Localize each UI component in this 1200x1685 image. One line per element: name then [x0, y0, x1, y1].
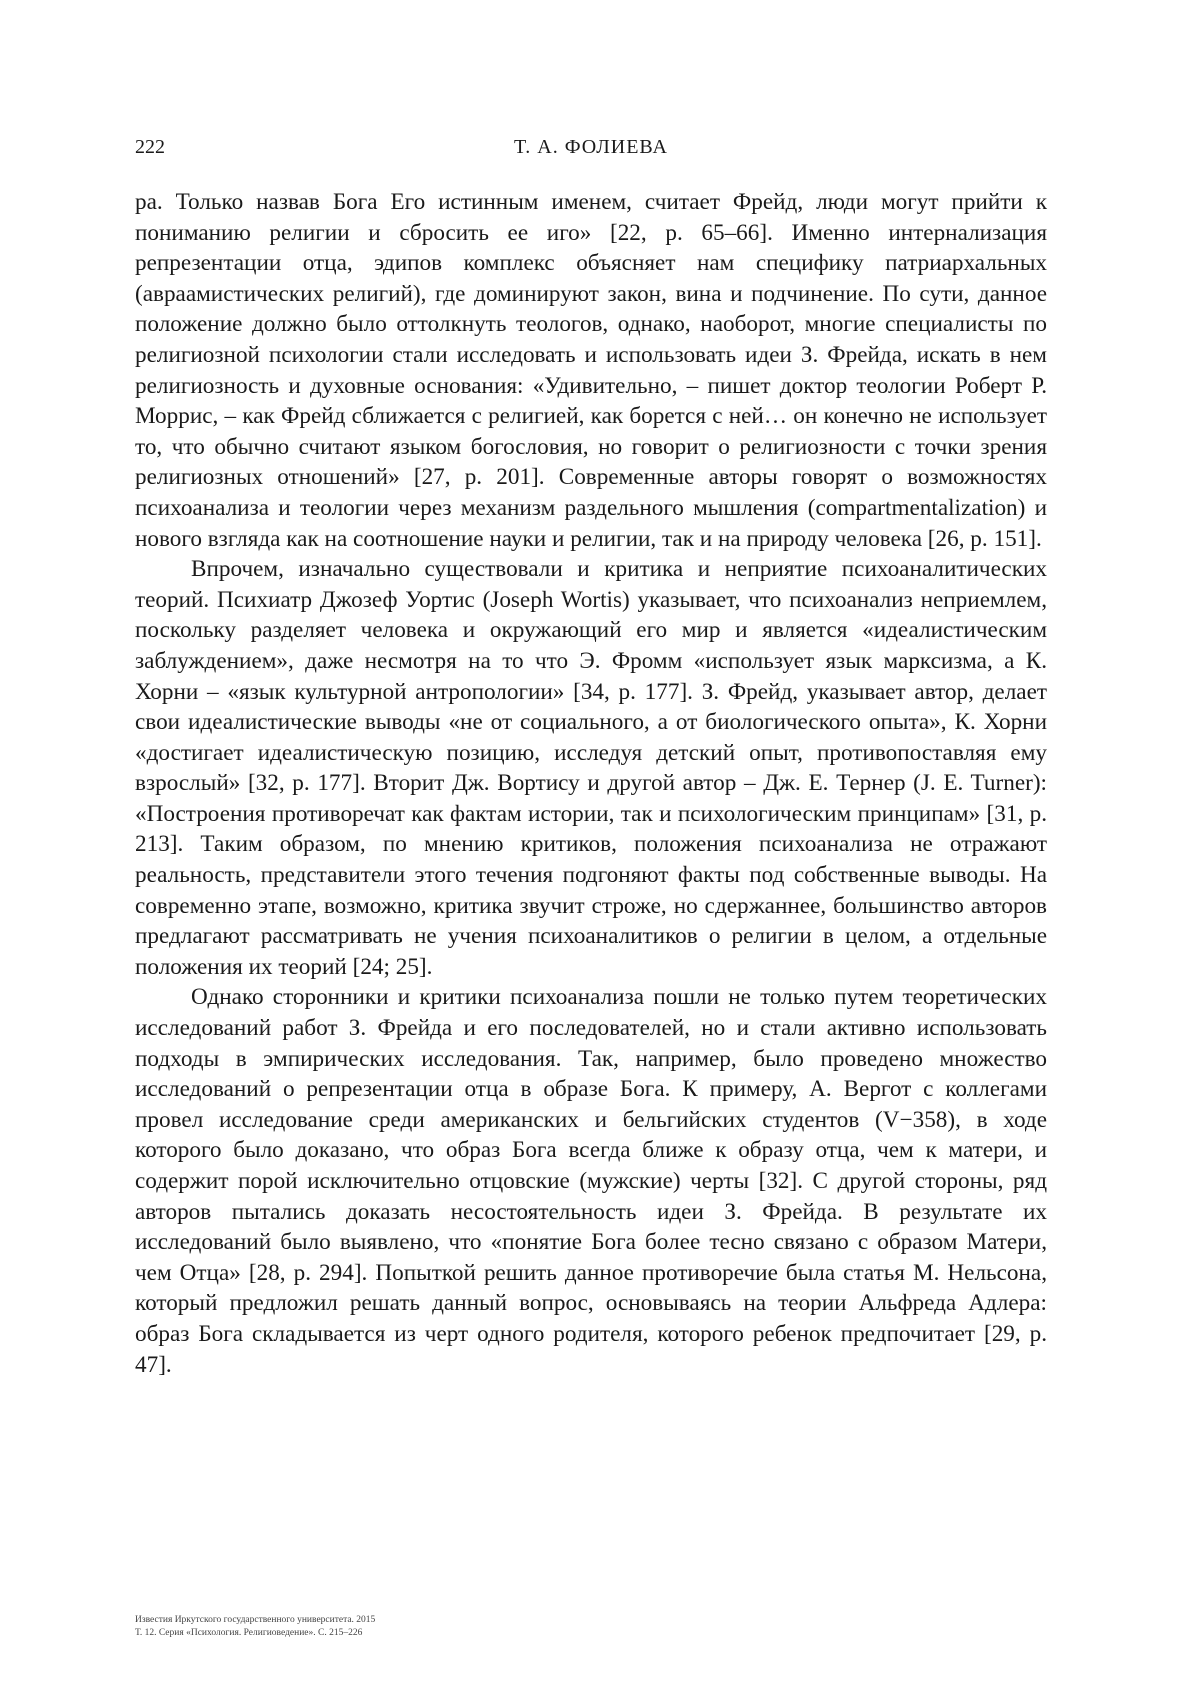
page-number: 222	[135, 136, 165, 158]
paragraph-2: Впрочем, изначально существовали и критика и неприятие психоаналитических теорий. Психиатр Джозеф Уортис (Joseph Wortis) указывает, что психоанализ неприемлем, поскольку разделяет человека и окружающий его мир и является «идеалистическим заблуждением», даже несмотря на то что Э. Фромм «использует язык марксизма, а К. Хорни – «язык культурной антропологии» [34, p. 177]. З. Фрейд, указывает автор, делает свои идеалистические выводы «не от социального, а от биологического опыта», К. Хорни «достигает идеалистическую позицию, исследуя детский опыт, противопоставляя ему взрослый» [32, p. 177]. Вторит Дж. Вортису и другой автор – Дж. Е. Тернер (J. E. Turner): «Построения противоречат как фактам истории, так и психологическим принципам» [31, p. 213]. Таким образом, по мнению критиков, положения психоанализа не отражают реальность, представители этого течения подгоняют факты под собственные выводы. На современно этапе, возможно, критика звучит строже, но сдержаннее, большинство авторов предлагают рассматривать не учения психоаналитиков о религии в целом, а отдельные положения их теорий [24; 25].	[135, 556, 1047, 980]
running-head	[135, 136, 1047, 166]
article-body	[135, 187, 1047, 1380]
running-head-author: Т. А. ФОЛИЕВА	[514, 136, 668, 158]
footer-journal-line: Известия Иркутского государственного университета. 2015	[135, 1615, 376, 1625]
paragraph-3: Однако сторонники и критики психоанализа пошли не только путем теоретических исследований работ З. Фрейда и его последователей, но и стали активно использовать подходы в эмпирических исследования. Так, например, было проведено множество исследований о репрезентации отца в образе Бога. К примеру, А. Вергот с коллегами провел исследование среди американских и бельгийских студентов (V−358), в ходе которого было доказано, что образ Бога всегда ближе к образу отца, чем к матери, и содержит порой исключительно отцовские (мужские) черты [32]. С другой стороны, ряд авторов пытались доказать несостоятельность идеи З. Фрейда. В результате их исследований было выявлено, что «понятие Бога более тесно связано с образом Матери, чем Отца» [28, p. 294]. Попыткой решить данное противоречие была статья М. Нельсона, который предложил решать данный вопрос, основываясь на теории Альфреда Адлера: образ Бога складывается из черт одного родителя, которого ребенок предпочитает [29, p. 47].	[135, 984, 1047, 1378]
paragraph-1: ра. Только назвав Бога Его истинным именем, считает Фрейд, люди могут прийти к пониманию религии и сбросить ее иго» [22, p. 65–66]. Именно интернализация репрезентации отца, эдипов комплекс объясняет нам специфику патриархальных (авраамистических религий), где доминируют закон, вина и подчинение. По сути, данное положение должно было оттолкнуть теологов, однако, наоборот, многие специалисты по религиозной психологии стали исследовать и использовать идеи З. Фрейда, искать в нем религиозность и духовные основания: «Удивительно, – пишет доктор теологии Роберт Р. Моррис, – как Фрейд сближается с религией, как борется с ней… он конечно не использует то, что обычно считают языком богословия, но говорит о религиозности с точки зрения религиозных отношений» [27, p. 201]. Современные авторы говорят о возможностях психоанализа и теологии через механизм раздельного мышления (compartmentalization) и нового взгляда как на соотношение науки и религии, так и на природу человека [26, p. 151].	[135, 189, 1047, 552]
page-footer	[135, 1614, 735, 1640]
footer-series-line: Т. 12. Серия «Психология. Религиоведение». С. 215–226	[135, 1628, 363, 1638]
